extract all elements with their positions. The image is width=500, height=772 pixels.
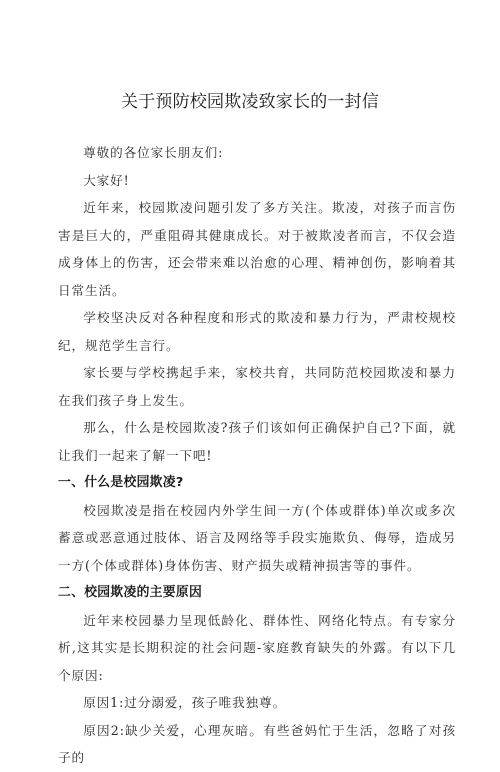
section-paragraph: 近年来校园暴力呈现低龄化、群体性、网络化特点。有专家分析,这其实是长期积淀的社会问题-家庭教育缺失的外露。有以下几个原因: — [58, 612, 456, 683]
section-heading: 二、校园欺凌的主要原因 — [58, 585, 203, 600]
section-heading: 一、什么是校园欺凌? — [58, 475, 184, 490]
letter-body — [58, 139, 456, 772]
document-title: 关于预防校园欺凌致家长的一封信 — [121, 92, 379, 112]
reason-item: 原因1:过分溺爱，孩子唯我独尊。 — [83, 695, 287, 710]
section-paragraph: 校园欺凌是指在校园内外学生间一方(个体或群体)单次或多次蓄意或恶意通过肢体、语言及网络等手段实施欺负、侮辱，造成另一方(个体或群体)身体伤害、财产损失或精神损害等的事件。 — [58, 502, 456, 573]
greeting: 大家好! — [83, 172, 130, 188]
reason-item: 原因2:缺少关爱，心理灰暗。有些爸妈忙于生活，忽略了对孩子的 — [58, 722, 456, 765]
paragraph: 近年来，校园欺凌问题引发了多方关注。欺凌，对孩子而言伤害是巨大的，严重阻碍其健康成长。对于被欺凌者而言，不仅会造成身体上的伤害，还会带来难以治愈的心理、精神创伤，影响着其日常生活。 — [58, 200, 456, 298]
paragraph: 家长要与学校携起手来，家校共育，共同防范校园欺凌和暴力在我们孩子身上发生。 — [58, 365, 456, 408]
paragraph: 那么，什么是校园欺凌?孩子们该如何正确保护自己?下面，就让我们一起来了解一下吧! — [58, 420, 456, 463]
paragraph: 学校坚决反对各种程度和形式的欺凌和暴力行为，严肃校规校纪，规范学生言行。 — [58, 310, 456, 353]
salutation: 尊敬的各位家长朋友们: — [83, 145, 224, 160]
